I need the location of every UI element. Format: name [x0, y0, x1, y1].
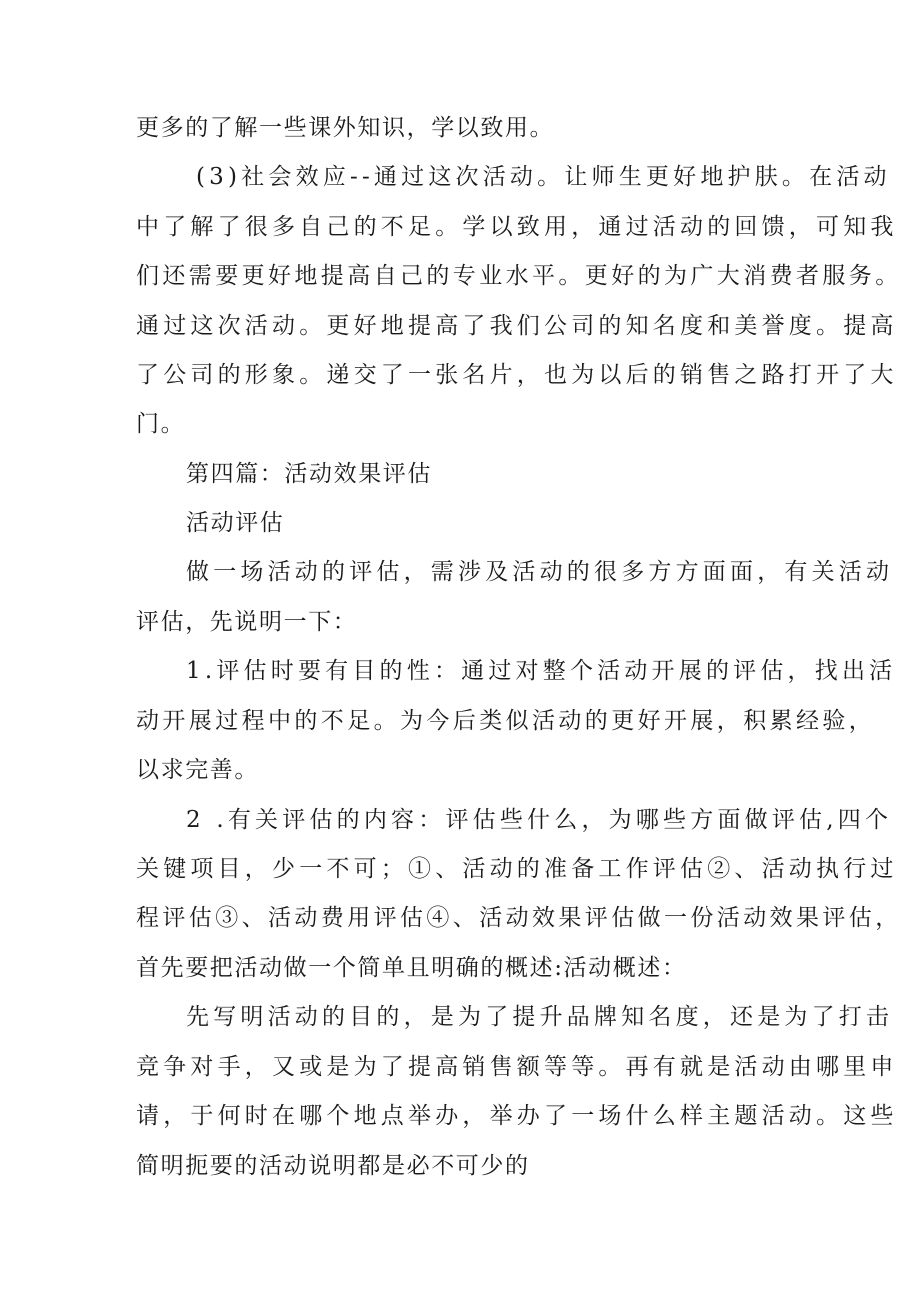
section-heading: 第四篇：活动效果评估: [186, 461, 432, 487]
text-line-4: 们还需要更好地提高自己的专业水平。更好的为广大消费者服务。: [136, 263, 902, 289]
text-line-6: 了公司的形象。递交了一张名片，也为以后的销售之路打开了大: [136, 362, 898, 388]
text-line-13: 动开展过程中的不足。为今后类似活动的更好开展，积累经验，: [136, 708, 876, 734]
subsection-heading: 活动评估: [186, 510, 285, 536]
text-line-12: 1.评估时要有目的性：通过对整个活动开展的评估，找出活: [186, 658, 897, 684]
text-line-19: 先写明活动的目的，是为了提升品牌知名度，还是为了打击: [186, 1004, 894, 1030]
text-line-11: 评估，先说明一下：: [136, 609, 358, 635]
text-line-17: 程评估③、活动费用评估④、活动效果评估做一份活动效果评估，: [136, 905, 902, 931]
text-line-7: 门。: [136, 411, 186, 437]
text-line-15: 2 .有关评估的内容：评估些什么，为哪些方面做评估,四个: [186, 807, 893, 833]
text-line-16: 关键项目，少一不可；①、活动的准备工作评估②、活动执行过: [136, 856, 898, 882]
text-line-18: 首先要把活动做一个简单且明确的概述:活动概述：: [136, 955, 687, 981]
text-line-10: 做一场活动的评估，需涉及活动的很多方方面面，有关活动: [186, 559, 894, 585]
text-line-1: 更多的了解一些课外知识，学以致用。: [136, 115, 555, 141]
text-line-2: (3)社会效应--通过这次活动。让师生更好地护肤。在活动: [196, 164, 891, 190]
text-line-14: 以求完善。: [136, 757, 259, 783]
text-line-22: 简明扼要的活动说明都是必不可少的: [136, 1153, 530, 1179]
text-line-3: 中了解了很多自己的不足。学以致用，通过活动的回馈，可知我: [136, 214, 898, 240]
text-line-21: 请，于何时在哪个地点举办，举办了一场什么样主题活动。这些: [136, 1103, 898, 1129]
text-line-20: 竞争对手，又或是为了提高销售额等等。再有就是活动由哪里申: [136, 1054, 898, 1080]
text-line-5: 通过这次活动。更好地提高了我们公司的知名度和美誉度。提高: [136, 313, 898, 339]
